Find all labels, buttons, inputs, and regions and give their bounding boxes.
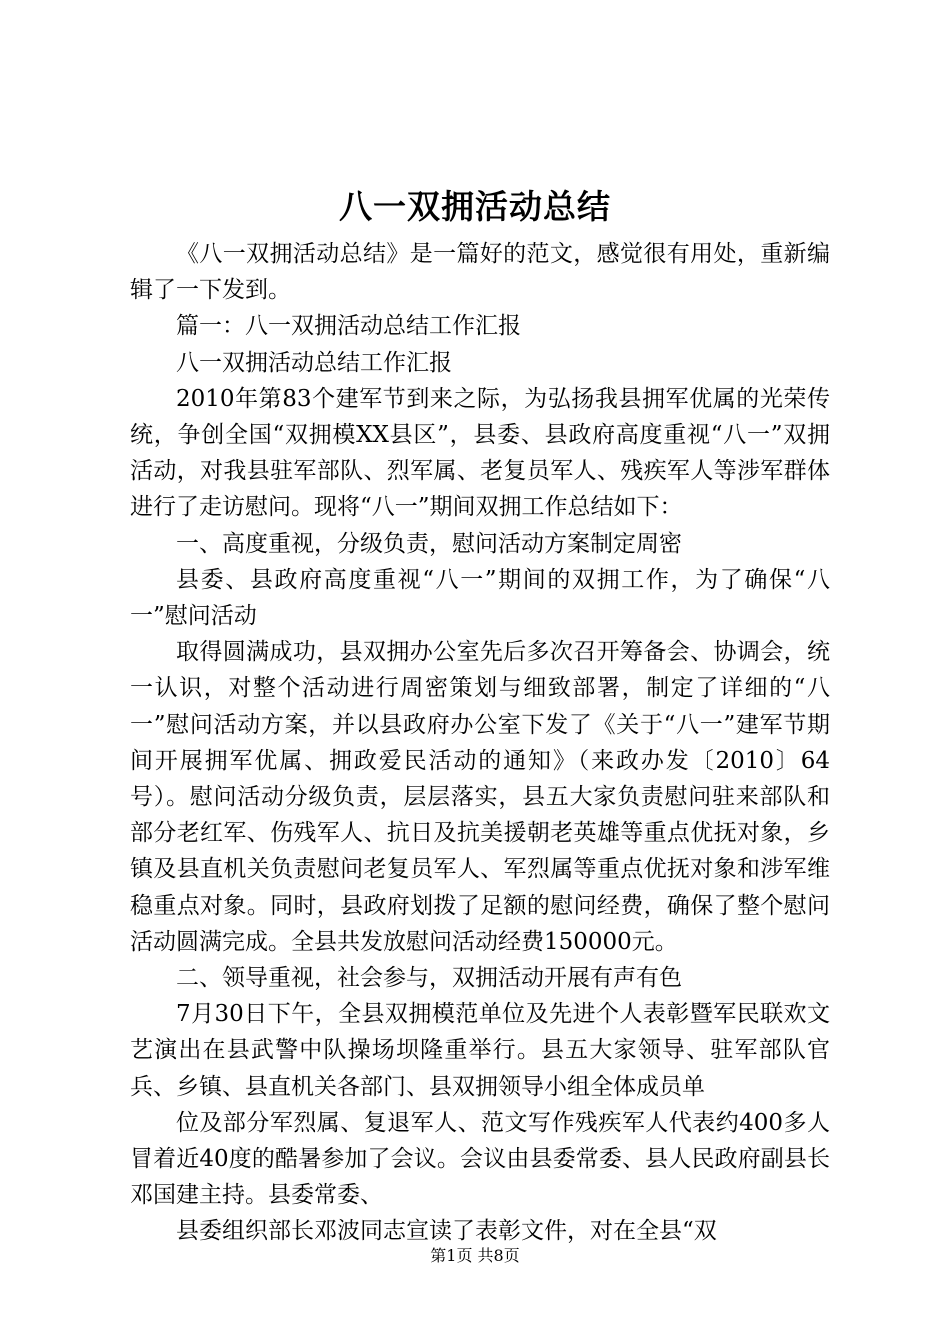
- document-body: [130, 236, 830, 1250]
- paragraph: 7月30日下午，全县双拥模范单位及先进个人表彰暨军民联欢文艺演出在县武警中队操场坝隆重举行。县五大家领导、驻军部队官兵、乡镇、县直机关各部门、县双拥领导小组全体成员单: [130, 1001, 830, 1100]
- paragraph: 2010年第83个建军节到来之际，为弘扬我县拥军优属的光荣传统，争创全国“双拥模XX县区”，县委、县政府高度重视“八一”双拥活动，对我县驻军部队、烈军属、老复员军人、残疾军人等涉军群体进行了走访慰问。现将“八一”期间双拥工作总结如下：: [130, 385, 830, 521]
- paragraph: 《八一双拥活动总结》是一篇好的范文，感觉很有用处，重新编辑了一下发到。: [130, 241, 830, 304]
- section-heading: 篇一：八一双拥活动总结工作汇报: [176, 313, 521, 340]
- section-heading: 一、高度重视，分级负责，慰问活动方案制定周密: [176, 530, 682, 557]
- paragraph: 县委组织部长邓波同志宣读了表彰文件，对在全县“双: [176, 1218, 717, 1245]
- section-heading: 二、领导重视，社会参与，双拥活动开展有声有色: [176, 965, 682, 992]
- paragraph: 县委、县政府高度重视“八一”期间的双拥工作，为了确保“八一”慰问活动: [130, 566, 830, 630]
- document-title: 八一双拥活动总结: [339, 187, 611, 226]
- page-number-footer: 第1页 共8页: [430, 1246, 520, 1265]
- paragraph: 位及部分军烈属、复退军人、范文写作残疾军人代表约400多人冒着近40度的酷暑参加了会议。会议由县委常委、县人民政府副县长邓国建主持。县委常委、: [130, 1109, 830, 1209]
- paragraph: 取得圆满成功，县双拥办公室先后多次召开筹备会、协调会，统一认识，对整个活动进行周密策划与细致部署，制定了详细的“八一”慰问活动方案，并以县政府办公室下发了《关于“八一”建军节期间开展拥军优属、拥政爱民活动的通知》（来政办发〔2010〕64号）。慰问活动分级负责，层层落实，县五大家负责慰问驻来部队和部分老红军、伤残军人、抗日及抗美援朝老英雄等重点优抚对象，乡镇及县直机关负责慰问老复员军人、军烈属等重点优抚对象和涉军维稳重点对象。同时，县政府划拨了足额的慰问经费，确保了整个慰问活动圆满完成。全县共发放慰问活动经费150000元。: [130, 639, 830, 955]
- subheading: 八一双拥活动总结工作汇报: [176, 349, 452, 376]
